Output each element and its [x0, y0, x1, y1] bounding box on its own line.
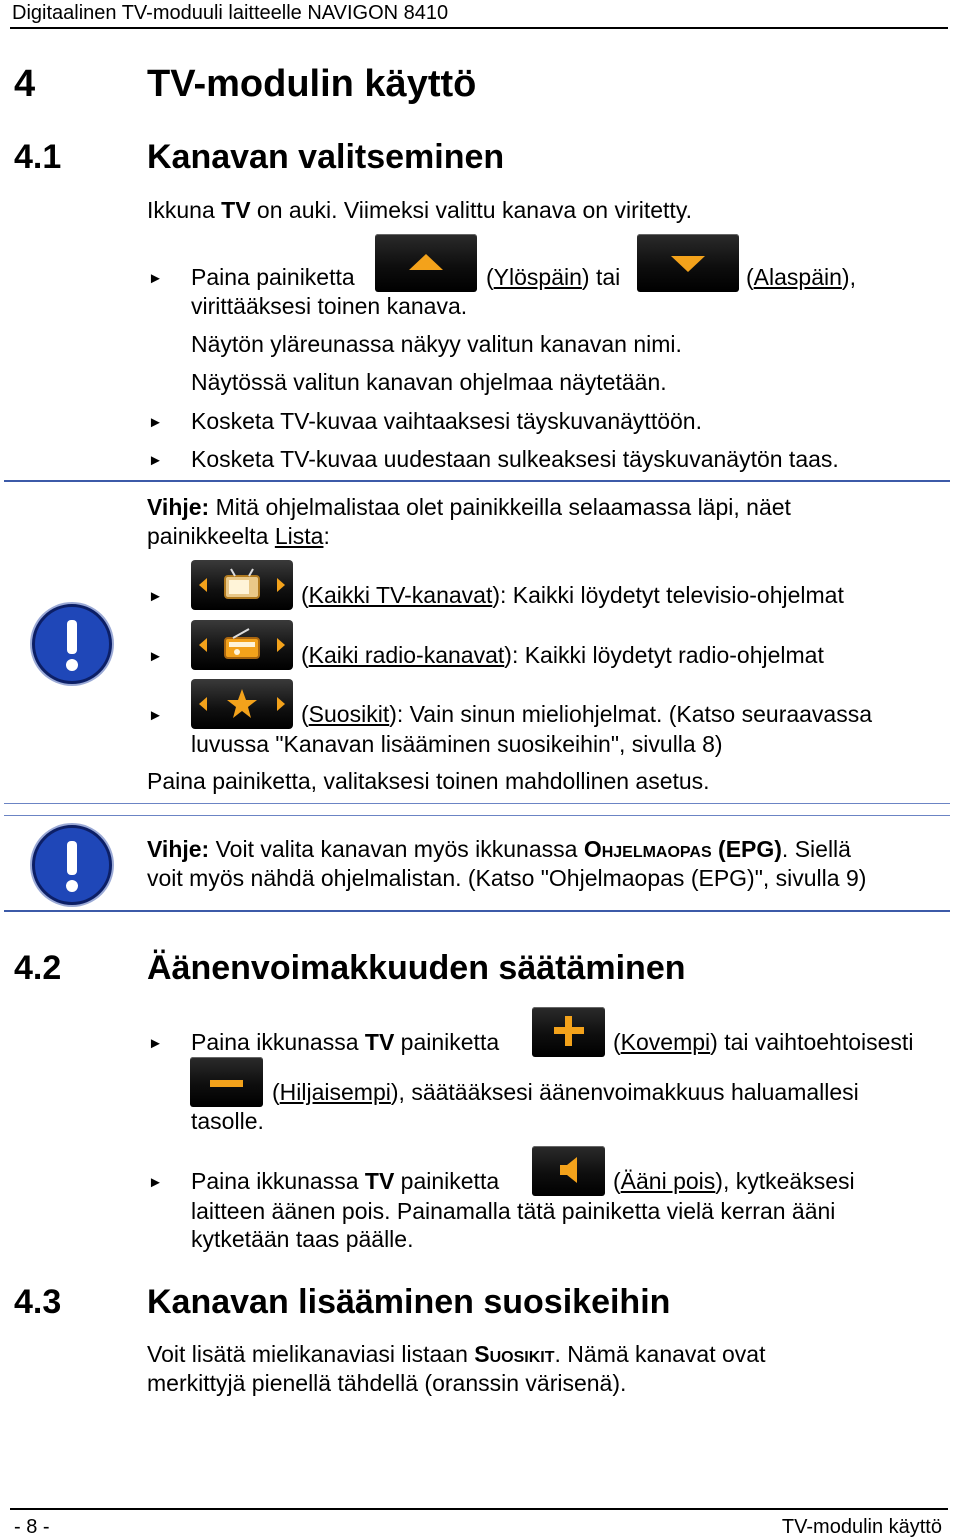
- star-icon: [191, 679, 293, 729]
- radio-icon: [191, 620, 293, 670]
- tip-bottom-rule: [4, 803, 950, 804]
- header-rule: [10, 27, 948, 29]
- bullet-icon: ►: [148, 648, 163, 665]
- footer-rule: [10, 1508, 948, 1510]
- tv-channels-button[interactable]: [191, 560, 293, 610]
- radio-channels-button[interactable]: [191, 620, 293, 670]
- tip-text: Vihje: Mitä ohjelmalistaa olet painikkeilla selaamassa läpi, näet: [147, 494, 791, 520]
- section-title-4-3: Kanavan lisääminen suosikeihin: [147, 1283, 671, 1321]
- bullet-text: Kosketa TV-kuvaa vaihtaaksesi täyskuvanäyttöön.: [191, 408, 702, 434]
- list-text: (Kaiki radio-kanavat): Kaikki löydetyt radio-ohjelmat: [301, 642, 824, 668]
- bullet-text: Paina ikkunassa TV painiketta: [191, 1029, 500, 1055]
- bullet-text: Paina painiketta: [191, 264, 355, 290]
- bullet-icon: ►: [148, 707, 163, 724]
- intro-paragraph: Ikkuna TV on auki. Viimeksi valittu kanava on viritetty.: [147, 197, 693, 223]
- arrow-up-icon: [375, 234, 477, 292]
- bullet-icon: ►: [148, 270, 163, 287]
- exclamation-icon: [32, 825, 112, 905]
- bullet-text: (Kovempi) tai vaihtoehtoisesti: [613, 1029, 914, 1055]
- volume-up-button[interactable]: [532, 1007, 605, 1057]
- tip-text: Vihje: Voit valita kanavan myös ikkunassa Ohjelmaopas (EPG). Siellä: [147, 836, 851, 862]
- list-text: luvussa "Kanavan lisääminen suosikeihin", sivulla 8): [191, 731, 723, 757]
- tip-bottom-rule: [4, 910, 950, 912]
- chapter-number: 4: [14, 63, 36, 105]
- paragraph: Voit lisätä mielikanaviasi listaan Suosikit. Nämä kanavat ovat: [147, 1341, 766, 1367]
- bullet-icon: ►: [148, 1174, 163, 1191]
- section-title-4-2: Äänenvoimakkuuden säätäminen: [147, 949, 686, 987]
- volume-down-button[interactable]: [190, 1057, 263, 1107]
- bullet-icon: ►: [148, 1035, 163, 1052]
- tip-top-rule: [4, 815, 950, 816]
- paragraph: merkittyjä pienellä tähdellä (oranssin värisenä).: [147, 1370, 627, 1396]
- bullet-text: Kosketa TV-kuvaa uudestaan sulkeaksesi täyskuvanäytön taas.: [191, 446, 839, 472]
- section-number-4-3: 4.3: [14, 1283, 62, 1321]
- bullet-text: tasolle.: [191, 1108, 264, 1134]
- plus-icon: [532, 1007, 605, 1057]
- tip-top-rule: [4, 480, 950, 482]
- mute-button[interactable]: [532, 1146, 605, 1196]
- tv-icon: [191, 560, 293, 610]
- page-number: - 8 -: [14, 1516, 50, 1538]
- bullet-text: (Ylöspäin) tai: [486, 264, 621, 290]
- chapter-title: TV-modulin käyttö: [147, 63, 477, 105]
- up-button[interactable]: [375, 234, 477, 292]
- bullet-text: (Alaspäin),: [746, 264, 856, 290]
- bullet-text: laitteen äänen pois. Painamalla tätä painiketta vielä kerran ääni: [191, 1198, 836, 1224]
- speaker-icon: [532, 1146, 605, 1196]
- list-text: (Kaikki TV-kanavat): Kaikki löydetyt televisio-ohjelmat: [301, 582, 844, 608]
- minus-icon: [190, 1057, 263, 1107]
- arrow-down-icon: [637, 234, 739, 292]
- bullet-icon: ►: [148, 588, 163, 605]
- exclamation-icon: [32, 604, 112, 684]
- tip-text: voit myös nähdä ohjelmalistan. (Katso "Ohjelmaopas (EPG)", sivulla 9): [147, 865, 867, 891]
- list-text: (Suosikit): Vain sinun mieliohjelmat. (Katso seuraavassa: [301, 701, 873, 727]
- section-title-4-1: Kanavan valitseminen: [147, 138, 505, 176]
- bullet-icon: ►: [148, 452, 163, 469]
- tip-text: painikkeelta Lista:: [147, 523, 330, 549]
- bullet-text: virittääksesi toinen kanava.: [191, 293, 468, 319]
- result-text: Näytön yläreunassa näkyy valitun kanavan nimi.: [191, 331, 682, 357]
- footer-section: TV-modulin käyttö: [781, 1516, 942, 1538]
- down-button[interactable]: [637, 234, 739, 292]
- bullet-text: (Hiljaisempi), säätääksesi äänenvoimakkuus haluamallesi: [272, 1079, 859, 1105]
- bullet-text: kytketään taas päälle.: [191, 1226, 414, 1252]
- running-header: Digitaalinen TV-moduuli laitteelle NAVIGON 8410: [12, 2, 449, 24]
- bullet-text: Paina ikkunassa TV painiketta: [191, 1168, 500, 1194]
- section-number-4-2: 4.2: [14, 949, 62, 987]
- tip-text: Paina painiketta, valitaksesi toinen mahdollinen asetus.: [147, 768, 710, 794]
- favorites-button[interactable]: [191, 679, 293, 729]
- bullet-text: (Ääni pois), kytkeäksesi: [613, 1168, 855, 1194]
- bullet-icon: ►: [148, 414, 163, 431]
- result-text: Näytössä valitun kanavan ohjelmaa näytetään.: [191, 369, 667, 395]
- section-number-4-1: 4.1: [14, 138, 62, 176]
